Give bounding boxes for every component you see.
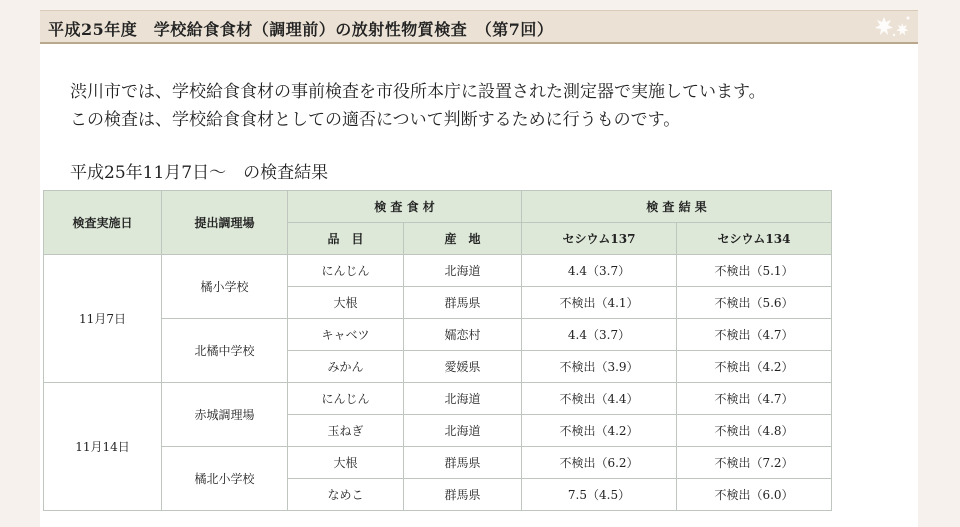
date-cell: 11月7日 bbox=[44, 255, 162, 383]
origin-cell: 群馬県 bbox=[404, 479, 522, 511]
content-panel bbox=[40, 10, 918, 527]
table-row bbox=[44, 447, 832, 479]
intro-text bbox=[70, 78, 766, 134]
date-cell: 11月14日 bbox=[44, 383, 162, 511]
item-cell: キャベツ bbox=[288, 319, 404, 351]
results-subheading: 平成25年11月7日～ の検査結果 bbox=[70, 163, 329, 183]
cs137-cell: 不検出（4.2） bbox=[522, 415, 677, 447]
kitchen-cell: 橘小学校 bbox=[162, 255, 288, 319]
item-cell: にんじん bbox=[288, 255, 404, 287]
cs134-cell: 不検出（7.2） bbox=[677, 447, 832, 479]
origin-cell: 北海道 bbox=[404, 415, 522, 447]
cs134-cell: 不検出（4.2） bbox=[677, 351, 832, 383]
origin-cell: 北海道 bbox=[404, 255, 522, 287]
cs137-cell: 不検出（3.9） bbox=[522, 351, 677, 383]
item-cell: なめこ bbox=[288, 479, 404, 511]
snowflake-decoration-icon bbox=[872, 13, 912, 41]
table-header-row bbox=[44, 191, 832, 223]
cs134-cell: 不検出（5.6） bbox=[677, 287, 832, 319]
cs134-cell: 不検出（6.0） bbox=[677, 479, 832, 511]
title-bar bbox=[40, 10, 918, 44]
cs137-cell: 7.5（4.5） bbox=[522, 479, 677, 511]
col-header-item: 品 目 bbox=[288, 223, 404, 255]
cs137-cell: 不検出（4.1） bbox=[522, 287, 677, 319]
table-row bbox=[44, 319, 832, 351]
cs137-cell: 4.4（3.7） bbox=[522, 255, 677, 287]
cs137-cell: 4.4（3.7） bbox=[522, 319, 677, 351]
col-header-cs137: セシウム137 bbox=[522, 223, 677, 255]
origin-cell: 群馬県 bbox=[404, 447, 522, 479]
results-table bbox=[43, 190, 832, 511]
page-title: 平成25年度 学校給食食材（調理前）の放射性物質検査 （第7回） bbox=[48, 20, 554, 39]
origin-cell: 北海道 bbox=[404, 383, 522, 415]
kitchen-cell: 橘北小学校 bbox=[162, 447, 288, 511]
col-header-cs134: セシウム134 bbox=[677, 223, 832, 255]
cs134-cell: 不検出（5.1） bbox=[677, 255, 832, 287]
cs134-cell: 不検出（4.7） bbox=[677, 319, 832, 351]
col-header-date: 検査実施日 bbox=[44, 191, 162, 255]
cs134-cell: 不検出（4.8） bbox=[677, 415, 832, 447]
cs137-cell: 不検出（6.2） bbox=[522, 447, 677, 479]
item-cell: みかん bbox=[288, 351, 404, 383]
cs137-cell: 不検出（4.4） bbox=[522, 383, 677, 415]
origin-cell: 群馬県 bbox=[404, 287, 522, 319]
intro-line-2: この検査は、学校給食食材としての適否について判断するために行うものです。 bbox=[70, 110, 681, 130]
table-row bbox=[44, 255, 832, 287]
origin-cell: 愛媛県 bbox=[404, 351, 522, 383]
kitchen-cell: 北橘中学校 bbox=[162, 319, 288, 383]
cs134-cell: 不検出（4.7） bbox=[677, 383, 832, 415]
col-header-food-group: 検 査 食 材 bbox=[288, 191, 522, 223]
col-header-result-group: 検 査 結 果 bbox=[522, 191, 832, 223]
item-cell: 大根 bbox=[288, 287, 404, 319]
item-cell: 玉ねぎ bbox=[288, 415, 404, 447]
origin-cell: 嬬恋村 bbox=[404, 319, 522, 351]
item-cell: 大根 bbox=[288, 447, 404, 479]
kitchen-cell: 赤城調理場 bbox=[162, 383, 288, 447]
col-header-origin: 産 地 bbox=[404, 223, 522, 255]
col-header-kitchen: 提出調理場 bbox=[162, 191, 288, 255]
item-cell: にんじん bbox=[288, 383, 404, 415]
table-row bbox=[44, 383, 832, 415]
intro-line-1: 渋川市では、学校給食食材の事前検査を市役所本庁に設置された測定器で実施しています。 bbox=[70, 82, 766, 102]
